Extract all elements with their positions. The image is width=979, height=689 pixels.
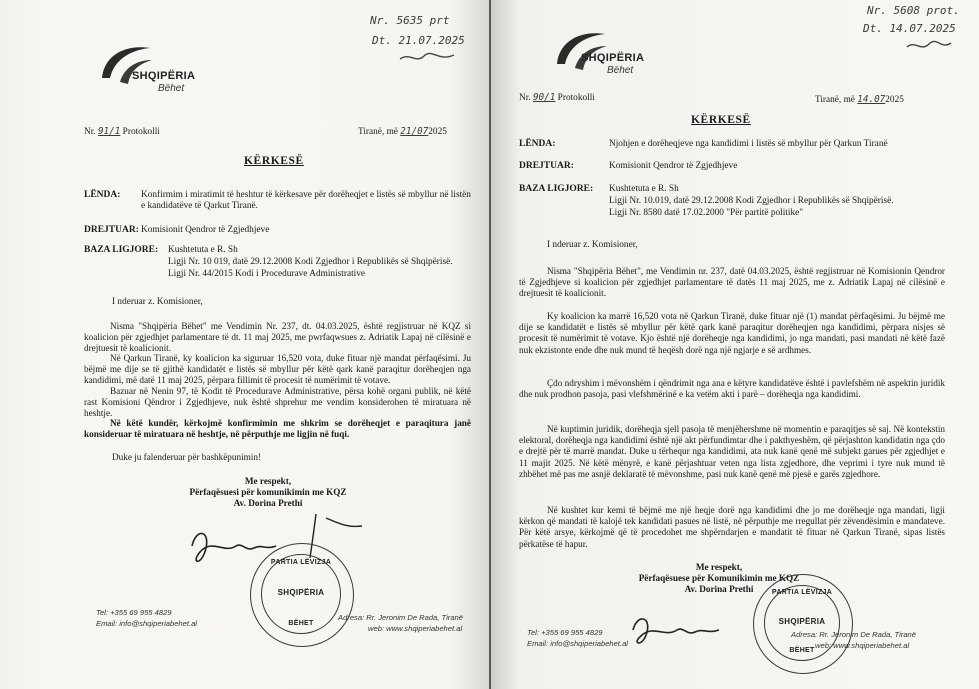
handwritten-initials — [905, 38, 955, 54]
greeting: I nderuar z. Komisioner, — [547, 240, 638, 250]
stamp-bottom-text: BËHET — [789, 647, 815, 654]
footer-address: Adresa: Rr. Jeronim De Rada, Tiranë — [791, 630, 916, 639]
logo-wordmark: SHQIPËRIA — [132, 70, 196, 82]
addressee-label: DREJTUAR: — [84, 225, 139, 235]
place-date-line: Tiranë, më 21/072025 — [358, 126, 447, 137]
footer-email: Email: info@shqiperiabehet.al — [96, 619, 197, 628]
subject-text: Njohjen e dorëheqjeve nga kandidimi i listës së mbyllur për Qarkun Tiranë — [609, 139, 888, 149]
legal-basis-line-1: Kushtetuta e R. Sh — [609, 184, 679, 194]
letter-title: KËRKESË — [691, 114, 751, 126]
subject-label: LËNDA: — [84, 190, 121, 200]
signatory-role: Përfaqësuesi për komunikimin me KQZ — [189, 487, 347, 497]
logo-swoosh-icon — [549, 24, 609, 74]
legal-basis-label: BAZA LIGJORE: — [84, 245, 159, 255]
logo-wordmark: SHQIPËRIA — [581, 52, 645, 64]
legal-basis-line-2: Ligji Nr. 10.019, datë 29.12.2008 Kodi Zgjedhor i Republikës së Shqipërisë. — [609, 196, 894, 206]
protocol-number: 90/1 — [532, 92, 556, 103]
greeting: I nderuar z. Komisioner, — [112, 297, 203, 307]
signatory-name: Av. Dorina Prethi — [233, 498, 303, 508]
footer-phone: Tel: +355 69 955 4829 — [96, 608, 172, 617]
paragraph-1: Nisma "Shqipëria Bëhet", me Vendimin nr. 237, datë 04.03.2025, është regjistruar në Komisionin Qendror të Zgjedhjeve si koalicion për zgjedhjet parlamentare të datës 11 maj 2025, me z. Adriatik Lapaj në cilësinë e drejtuesit të koalicionit. — [519, 266, 945, 299]
footer-phone: Tel: +355 69 955 4829 — [527, 628, 603, 637]
signatory-name: Av. Dorina Prethi — [684, 584, 754, 594]
stamp-center-text: SHQIPËRIA — [277, 588, 325, 597]
paragraph-3: Bazuar në Nenin 97, të Kodit të Procedurave Administrative, përsa kohë organi publik, në këtë rast Komisioni Qëndror i Zgjedhjeve, nuk është shprehur me vendim konsiderohen të miratuara në heshtje. — [84, 386, 471, 419]
legal-basis-label: BAZA LIGJORE: — [519, 184, 594, 194]
left-letter-page — [0, 0, 489, 689]
paragraph-1: Nisma "Shqipëria Bëhet" me Vendimin Nr. 237, dt. 04.03.2025, është regjistruar në KQZ si koalicion për zgjedhjet parlamentare të dt. 11 maj 2025, me pwrfaqwsues z. Adriatik Lapaj në cilësinë e drejtuesit të koalicionit. — [84, 321, 471, 354]
legal-basis-line-1: Kushtetuta e R. Sh — [168, 245, 238, 255]
paragraph-4: Në kuptimin juridik, dorëheqja sjell pasoja të menjëhershme në momentin e paraqitjes së saj. Në kontekstin elektoral, dorëheqja nga kandidimi është një akt përfundimtar dhe i pakthyeshëm, që përjashton kandidatin nga çdo e drejtë për të marrë mandat. Duke u tërhequr nga kandidimi, ata nuk kanë qenë më subjekt garues për zgjedhjet e 11 majit 2025. Në këtë mënyrë, e kanë përjashtuar veten nga lista zgjedhore, dhe veprimi i tyre nuk mund të zhbëhet më pas me asnjë deklaratë të mëvonshme, pasi nuk kanë qenë më pjesë e garës zgjedhore. — [519, 424, 945, 479]
stamp-bottom-text: BËHET — [288, 620, 314, 627]
handwritten-protocol-number: Nr. 5635 prt — [370, 14, 450, 27]
subject-label: LËNDA: — [519, 139, 556, 149]
logo-tagline: Bëhet — [607, 65, 634, 76]
legal-basis-line-3: Ligji Nr. 8580 datë 17.02.2000 "Për partitë politike" — [609, 208, 804, 218]
closing: Me respekt, — [695, 562, 743, 572]
footer-website: web: www.shqiperiabehet.al — [815, 641, 910, 650]
logo-tagline: Bëhet — [158, 83, 185, 94]
paragraph-5: Në kushtet kur kemi të bëjmë me një heqje dorë nga kandidimi dhe jo me dorëheqje nga mandati, ligji kërkon që mandati të kalojë tek kandidati pasues në listë, në përputhje me rregullat për zëvendësimin e mandateve. Për këtë arsye, kërkojmë që të procedohet me shpërndarjen e mandatit të fituar në Qarkun Tiranë, sipas listës përkatëse të hapur. — [519, 505, 945, 549]
footer-email: Email: info@shqiperiabehet.al — [527, 639, 628, 648]
footer-website: web: www.shqiperiabehet.al — [368, 624, 463, 633]
stamp-top-text: PARTIA LËVIZJA — [270, 559, 332, 566]
party-stamp — [753, 574, 853, 674]
handwritten-protocol-date: Dt. 21.07.2025 — [372, 34, 465, 47]
paragraph-5: Duke ju falenderuar për bashkëpunimin! — [112, 452, 261, 462]
signatory-role: Përfaqësuese për Komunikimin me KQZ — [638, 573, 800, 583]
paragraph-3: Çdo ndryshim i mëvonshëm i qëndrimit nga ana e këtyre kandidatëve është i pavlefshëm në aspektin juridik dhe nuk prodhon pasoja, pasi vlefshmërinë e ka vetëm akti i parë – dorëheqja nga kandidimi. — [519, 378, 945, 400]
addressee-text: Komisionit Qendror të Zgjedhjeve — [141, 225, 270, 235]
handwritten-initials — [398, 50, 458, 66]
party-logo — [94, 38, 224, 108]
handwritten-signature — [627, 606, 747, 646]
handwritten-protocol-number: Nr. 5608 prot. — [867, 4, 960, 17]
legal-basis-line-2: Ligji Nr. 10 019, datë 29.12.2008 Kodi Zgjedhor i Republikës së Shqipërisë. — [168, 257, 453, 267]
stamp-top-text: PARTIA LËVIZJA — [771, 589, 833, 596]
signature-block — [168, 476, 368, 509]
paragraph-4: Në këtë kundër, kërkojmë konfirmimin me shkrim se dorëheqjet e paraqitura janë konsideruar të miratuara në heshtje, në përputhje me ligjin në fuqi. — [84, 418, 471, 440]
party-logo — [549, 24, 679, 94]
addressee-label: DREJTUAR: — [519, 161, 574, 171]
protocol-line: Nr. 90/1 Protokolli — [519, 92, 595, 103]
paragraph-2: Në Qarkun Tiranë, ky koalicion ka siguruar 16,520 vota, duke fituar një mandat përfaqësimi. Ju bëjmë me dije se të gjithë kandidatët e listës së mbyllur për këtë qark kanë paraqitur dorëheqjen nga kandidimi, më datë 11 maj 2025, përpara fillimit të procesit të numërimit të votave. — [84, 353, 471, 386]
paragraph-2: Ky koalicion ka marrë 16,520 vota në Qarkun Tiranë, duke fituar një (1) mandat përfaqësimi. Ju bëjmë me dije se kandidatët e listës së mbyllur për këtë qark kanë paraqitur dorëheqjen nga kandidimi, përpara nisjes së procesit të numërimit të votave. Kjo është një dorëheqje nga kandidimi, jo nga mandati, pasi mandati në këtë fazë nuk ekzistonte ende dhe nuk mund të heqësh dorë nga një ngjarje e së ardhmes. — [519, 311, 945, 355]
stamp-center-text: SHQIPËRIA — [778, 617, 826, 626]
legal-basis-line-3: Ligji Nr. 44/2015 Kodi i Procedurave Administrative — [168, 269, 366, 279]
party-stamp — [250, 543, 354, 647]
footer-address: Adresa: Rr. Jeronim De Rada, Tiranë — [338, 613, 463, 622]
letter-title: KËRKESË — [244, 155, 304, 167]
handwritten-protocol-date: Dt. 14.07.2025 — [863, 22, 956, 35]
right-letter-page — [491, 0, 979, 689]
addressee-text: Komisionit Qendror të Zgjedhjeve — [609, 161, 738, 171]
protocol-number: 91/1 — [97, 126, 121, 137]
protocol-line: Nr. 91/1 Protokolli — [84, 126, 160, 137]
subject-text: Konfirmim i miratimit të heshtur të kërkesave për dorëheqjet e listës së mbyllur në listën e kandidatëve të Qarkut Tiranë. — [141, 190, 471, 211]
closing: Me respekt, — [244, 476, 292, 486]
place-date-line: Tiranë, më 14.072025 — [815, 94, 904, 105]
